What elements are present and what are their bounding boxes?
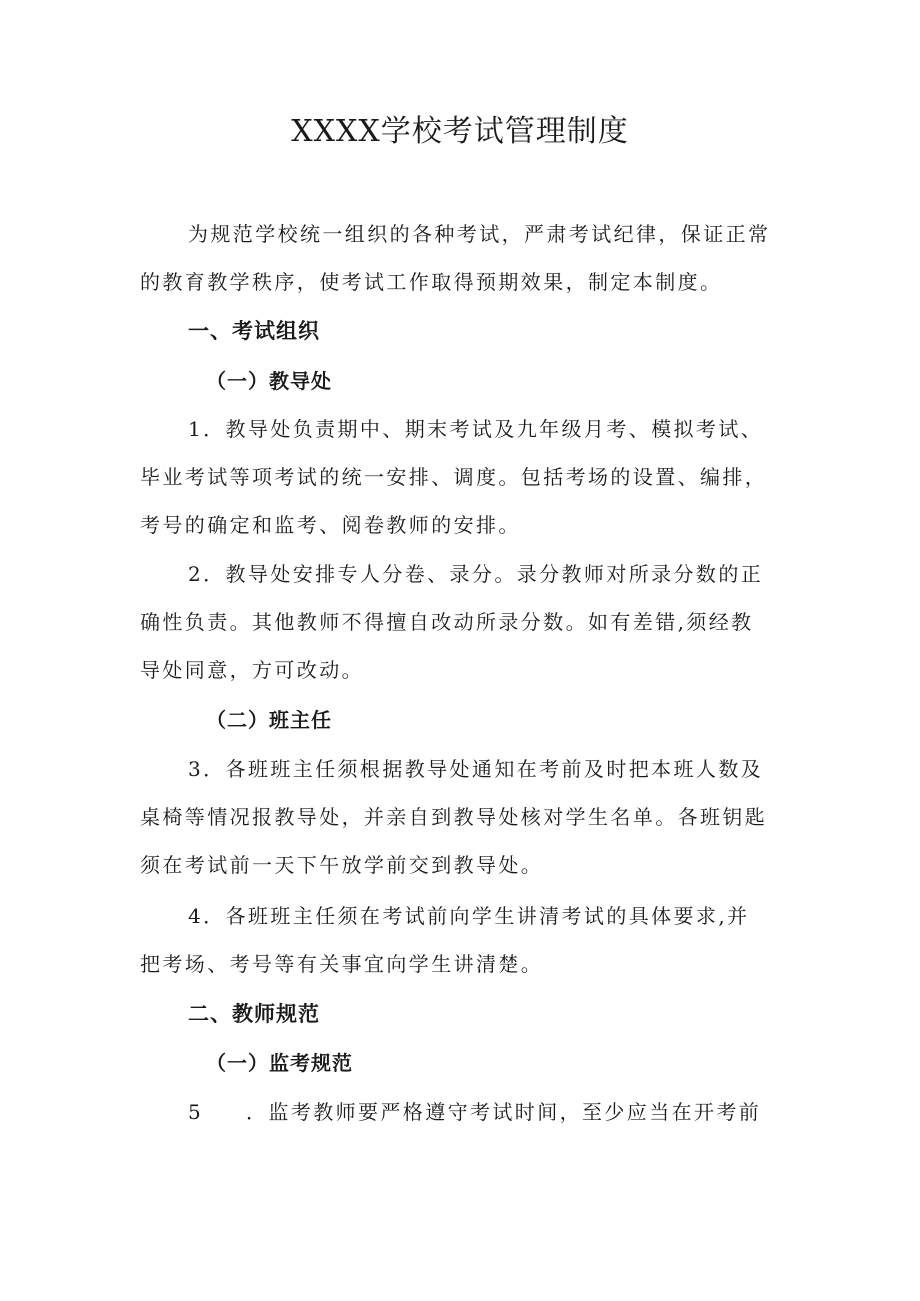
document-title: XXXX学校考试管理制度 — [291, 114, 629, 149]
item-5-number: 5 — [188, 1100, 204, 1124]
item-1-line-2: 毕业考试等项考试的统一安排、调度。包括考场的设置、编排， — [140, 465, 768, 489]
section-1-sub-1-heading: （一）教导处 — [206, 369, 332, 393]
section-1-sub-2-heading: （二）班主任 — [206, 708, 332, 732]
intro-line-2: 的教育教学秩序，使考试工作取得预期效果，制定本制度。 — [140, 270, 723, 294]
item-3-line-3: 须在考试前一天下午放学前交到教导处。 — [140, 853, 544, 877]
intro-line-1: 为规范学校统一组织的各种考试，严肃考试纪律，保证正常 — [188, 222, 771, 246]
section-2-sub-1-heading: （一）监考规范 — [206, 1051, 353, 1075]
section-2-heading: 二、教师规范 — [188, 1002, 320, 1026]
item-5-line-1 — [188, 1097, 848, 1127]
item-2-line-3: 导处同意，方可改动。 — [140, 658, 364, 682]
item-2-line-2: 确性负责。其他教师不得擅自改动所录分数。如有差错,须经教 — [140, 610, 754, 634]
item-1-line-1: 1．教导处负责期中、期末考试及九年级月考、模拟考试、 — [188, 417, 764, 441]
item-1-line-3: 考号的确定和监考、阅卷教师的安排。 — [140, 513, 521, 537]
item-3-line-1: 3．各班班主任须根据教导处通知在考前及时把本班人数及 — [188, 757, 764, 781]
item-4-line-1: 4．各班班主任须在考试前向学生讲清考试的具体要求,并 — [188, 904, 750, 928]
item-5-text: ．监考教师要严格遵守考试时间，至少应当在开考前 — [246, 1100, 762, 1124]
item-2-line-1: 2．教导处安排专人分卷、录分。录分教师对所录分数的正 — [188, 562, 764, 586]
item-3-line-2: 桌椅等情况报教导处，并亲自到教导处核对学生名单。各班钥匙 — [140, 805, 768, 829]
section-1-heading: 一、考试组织 — [188, 319, 320, 343]
item-4-line-2: 把考场、考号等有关事宜向学生讲清楚。 — [140, 952, 544, 976]
